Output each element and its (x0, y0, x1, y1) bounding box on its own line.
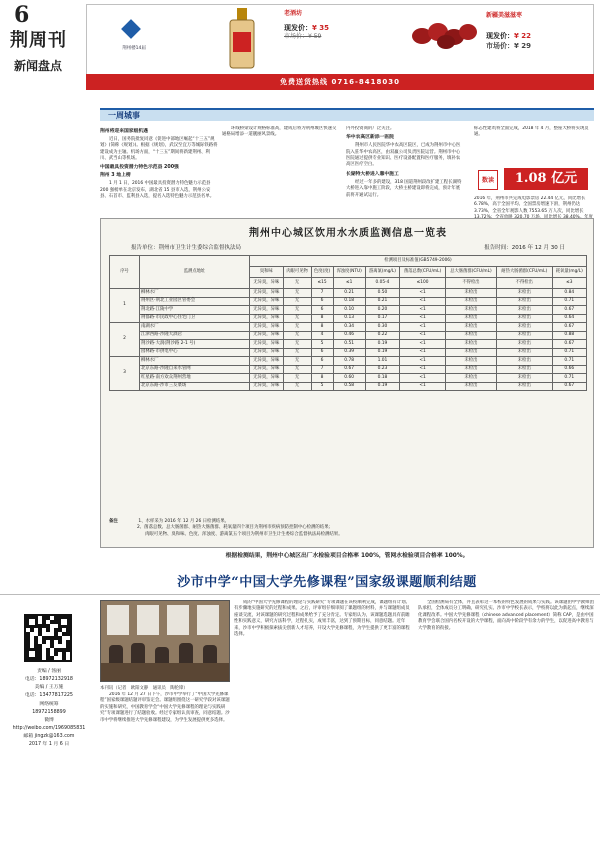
credit-line: 美编 / 王万施 (34, 685, 64, 691)
water-quality-table (109, 255, 587, 391)
standard-value: 无异臭，异味 (250, 278, 284, 289)
table-title: 荆州中心城区饮用水水质监测信息一览表 (249, 228, 447, 239)
table-cell: 6 (311, 348, 333, 357)
credit-line: 责编 / 汤丽 (37, 669, 61, 674)
table-cell: 0.71 (552, 374, 586, 383)
table-cell: 无异臭，异味 (250, 297, 284, 306)
article-column-3: 全国检测局有全体，并且表彰这一本校的特色发展的成果与实践。该课题由中学教师团队承担，全体成员分工明确，研究扎实。沙市中学校长表示，学校将以此为新起点，继续深化课程改革。中国大学先修课程（chinese advanced placement）简称 CAP，是由中国教育学会联合国内名校开设的大学课程，面向高中阶段学有余力的学生，以促进高中教育与大学教育的衔接。 (418, 600, 594, 631)
table-cell: 未检出 (446, 306, 497, 315)
table-cell: <1 (400, 323, 446, 332)
table-cell: 0.18 (333, 297, 365, 306)
table-cell: 未检出 (446, 297, 497, 306)
col-header: 色度(度) (311, 267, 333, 278)
site-address: 柳林水厂 (140, 289, 250, 298)
table-cell: 未检出 (446, 382, 497, 391)
table-cell: 未检出 (446, 348, 497, 357)
table-notes (109, 519, 587, 538)
section-title: 新闻盘点 (14, 59, 63, 73)
table-cell: 未检出 (496, 297, 552, 306)
article-body: 近日，国务院批复同意《促进中部地区崛起“十三五”规划》(简称《规划》)。根据《规划》，武汉至宜万等城际铁路将建设成为主轴。机场方面，“十三五”期间将新建荆州、利川、武当山等机场。 (100, 136, 218, 162)
table-cell: 6 (311, 306, 333, 315)
news-column-4 (474, 126, 592, 166)
table-cell: 8 (311, 374, 333, 383)
credit-line: 邮箱 jingzk@163.com (23, 734, 75, 740)
article-subtitle: 荆州 3 地上榜 (100, 173, 131, 179)
table-cell: 无 (283, 348, 311, 357)
table-cell: 0.67 (552, 382, 586, 391)
group-number: 1 (110, 289, 140, 323)
table-cell: 无异臭，异味 (250, 314, 284, 323)
article-title: 长湖特大桥进入靠中施工 (346, 171, 399, 177)
table-cell: 未检出 (446, 374, 497, 383)
table-row (110, 289, 587, 298)
table-cell: 1.01 (365, 357, 399, 366)
table-cell: 未检出 (496, 306, 552, 315)
table-cell: <1 (400, 382, 446, 391)
table-cell: 未检出 (446, 340, 497, 349)
table-row (110, 340, 587, 349)
table-cell: 无异臭，异味 (250, 289, 284, 298)
article-body: 内外投资商的广泛关注。 (346, 126, 395, 131)
ad-product2-price: ¥ 22 (514, 31, 532, 40)
article-body: 环线桥梁设计规格标准高，建成后将为荆州城区快速交通格局增添一道靓丽风景线。 (222, 126, 337, 138)
ad-product1-price: ¥ 35 (312, 23, 330, 32)
ad-product1-name: 老酒坊 (284, 10, 303, 17)
table-cell: 0.30 (365, 323, 399, 332)
table-cell: 0.67 (552, 323, 586, 332)
table-cell: 未检出 (496, 365, 552, 374)
ad-hotline: 免费送货热线 0716-8418030 (86, 74, 594, 90)
news-column-2 (222, 126, 340, 216)
standard-value: ≤100 (400, 278, 446, 289)
photo-caption: 本刊讯（记者 欧阳文静 通讯员 陶伦锋） (100, 686, 188, 691)
table-row (110, 348, 587, 357)
table-cell: 0.71 (552, 357, 586, 366)
table-cell: 无 (283, 289, 311, 298)
table-cell: 无异臭，异味 (250, 323, 284, 332)
divider (0, 594, 600, 595)
article-column-1: 2016 年 12 月 27 日下午，沙市中学举行了“中国大学先修课程”国家级课题结题评审鉴定会。课题组围绕这一研究学段对该课题的实施和研究，中国教育学会“中国大学先修课程的理论与实践研究”专项课题进行了结题验收。经过专家组认真审查，同意结题。沙市中学将继续推进大学先修课程建设，为学生发展提供更多选择。 (100, 692, 230, 723)
credit-line: 电话：13477817225 (25, 693, 73, 699)
data-read-box (474, 168, 594, 192)
table-cell: 无异臭，异味 (250, 374, 284, 383)
credit-line: 电话：18972132918 (25, 677, 73, 683)
liquor-bottle-image (222, 6, 262, 70)
table-row (110, 323, 587, 332)
article-title: 中国最具投资潜力特色示范县 200强 (100, 165, 179, 171)
table-cell: <1 (400, 374, 446, 383)
table-cell: 0.34 (333, 323, 365, 332)
table-cell: 0.13 (333, 314, 365, 323)
table-cell: 0.19 (365, 340, 399, 349)
col-header: 臭和味 (250, 267, 284, 278)
credit-line: 微博 (44, 717, 54, 723)
dates-image (410, 10, 480, 50)
col-header: 肉眼可见物 (283, 267, 311, 278)
article-body: 1 月 1 日，2016 中国最具投资潜力特色魅力示范县 200 强榜单在北京发布，湖北省 15 县市入选，荆州公安县、石首市、监利县入选，提名入选特色魅力示范县名单。 (100, 181, 215, 200)
table-cell: 0.71 (552, 297, 586, 306)
site-address: 荆都路·市民政中心住宅门卫 (140, 314, 250, 323)
ad-product2-market-label: 市场价： (486, 41, 514, 50)
table-cell: 4 (311, 331, 333, 340)
table-cell: 0.19 (365, 348, 399, 357)
table-cell: 无 (283, 340, 311, 349)
table-cell: 未检出 (496, 382, 552, 391)
standard-value: 不得检出 (496, 278, 552, 289)
table-cell: 未检出 (496, 340, 552, 349)
article-body: 经过一年多的建设，318 国道荆州段改扩建工程长湖特大桥进入靠中施工阶段，大桥主桥建设即将完成，预计年底前将开通试运行。 (346, 179, 462, 198)
table-cell: 无异臭，异味 (250, 306, 284, 315)
table-row (110, 297, 587, 306)
table-cell: <1 (400, 314, 446, 323)
site-address: 荆北路·江陵中学 (140, 306, 250, 315)
group-header: 检测项目及标准值(GB5749-2006) (250, 256, 587, 267)
table-cell: 0.17 (365, 314, 399, 323)
masthead-brand: 荆周刊 (10, 30, 67, 51)
article-title: 华中农高区新添一医院 (346, 135, 394, 141)
table-cell: 0.50 (365, 289, 399, 298)
table-cell: 无异臭，异味 (250, 365, 284, 374)
table-cell: 无异臭，异味 (250, 348, 284, 357)
table-cell: 0.10 (333, 306, 365, 315)
table-cell: 无异臭，异味 (250, 382, 284, 391)
table-cell: 0.66 (552, 365, 586, 374)
table-cell: 0.78 (333, 357, 365, 366)
table-cell: 0.58 (333, 382, 365, 391)
col-header: 菌落总数(CFU/mL) (400, 267, 446, 278)
table-cell: 8 (311, 314, 333, 323)
table-cell: 0.60 (333, 374, 365, 383)
table-cell: <1 (400, 348, 446, 357)
table-cell: 0.67 (552, 306, 586, 315)
meeting-photo (100, 600, 230, 682)
data-read-text: 2016 年，荆州市共完成电影票房 22.44 亿元，同比增长 6.78%，高于全国平均。全国票房增速下滑，荆州仍达 3.73%，全省全年观影人数 7553.65 万人次，同比增长 (474, 196, 586, 214)
table-cell: 未检出 (446, 365, 497, 374)
note-1: 1、水样采为 2016 年 12 月 26 日检测结果。 (138, 519, 230, 524)
table-cell: 0.67 (552, 340, 586, 349)
standard-value: 不得检出 (446, 278, 497, 289)
table-cell: 无 (283, 382, 311, 391)
ad-product2-price-label: 现发价： (486, 31, 514, 40)
ad-product-2 (486, 12, 586, 72)
table-cell: 无 (283, 331, 311, 340)
table-cell: 未检出 (496, 323, 552, 332)
table-cell: 0.39 (333, 348, 365, 357)
site-address: 北京东路·沙市三友菜场 (140, 382, 250, 391)
site-address: 北京东路·沙隆自来水管网 (140, 365, 250, 374)
table-cell: <1 (400, 357, 446, 366)
credit-line: 18972158899 (32, 709, 66, 715)
headline: 沙市中学“中国大学先修课程”国家级课题顺利结题 (177, 575, 477, 590)
table-row (110, 357, 587, 366)
table-row (110, 314, 587, 323)
site-address: 柳林水厂 (140, 357, 250, 366)
qr-code-icon (24, 614, 72, 662)
ad-product2-name: 新疆美滋滋枣 (486, 12, 523, 19)
group-number: 3 (110, 357, 140, 391)
notes-label: 备注 (109, 519, 118, 524)
table-cell: 7 (311, 289, 333, 298)
water-quality-panel (100, 218, 594, 548)
table-cell: 无 (283, 357, 311, 366)
table-cell: <1 (400, 297, 446, 306)
standard-value: ≤15 (311, 278, 333, 289)
news-column-3 (346, 126, 464, 216)
table-cell: <1 (400, 365, 446, 374)
table-cell: 0.46 (333, 331, 365, 340)
col-header: 浑浊度(NTU) (333, 267, 365, 278)
table-cell: 无 (283, 314, 311, 323)
table-cell: 无 (283, 297, 311, 306)
table-cell: 0.88 (552, 331, 586, 340)
table-cell: 6 (311, 297, 333, 306)
site-address: 荆州区·荆北工业园区管委会 (140, 297, 250, 306)
table-cell: 0.51 (333, 340, 365, 349)
table-cell: 未检出 (496, 374, 552, 383)
table-cell: 0.64 (552, 314, 586, 323)
table-cell: 未检出 (496, 331, 552, 340)
table-cell: 0.20 (365, 306, 399, 315)
table-cell: 未检出 (496, 289, 552, 298)
ad-logo (94, 10, 164, 70)
table-cell: <1 (400, 340, 446, 349)
table-cell: 无异臭，异味 (250, 331, 284, 340)
site-address: 红星路·南方欢众荆州营地 (140, 374, 250, 383)
ad-product1-market-label: 市场价： (284, 32, 309, 40)
note-3: 肉眼可见物、臭和味、色度、浑浊度、游离氯五个项目为荆州市卫生计生委综合监督执法局检测结果。 (145, 531, 343, 537)
table-row (110, 331, 587, 340)
table-report-time: 报告时间：2016 年 12 月 30 日 (484, 245, 565, 251)
table-row (110, 306, 587, 315)
table-cell: 7 (311, 365, 333, 374)
col-header: 总大肠菌群(CFU/mL) (446, 267, 497, 278)
table-cell: 0.67 (333, 365, 365, 374)
group-number: 2 (110, 323, 140, 357)
table-cell: 0.22 (365, 331, 399, 340)
ad-product-1 (284, 10, 384, 70)
article-body: 荆州市人民医院华中农高区院区，已成为荆州市中心医院入驻华中农高区，由双赢公司负责医院运营。荆州市中心医院通过提供专业知识、医疗设备配置和医疗服务，填补农高区医疗空白。 (346, 143, 461, 168)
table-footer: 根据检测结果，荆州中心城区出厂水检验项目合格率 100%，管网水检验项目合格率 100%。 (225, 553, 469, 559)
article-body: 标志性建筑将全面完成，2018 年 4 月，整座大桥将实现贯通。 (474, 126, 589, 138)
table-cell: 6 (311, 357, 333, 366)
table-cell: 未检出 (446, 323, 497, 332)
col-header: 序号 (110, 256, 140, 289)
table-cell: <1 (400, 289, 446, 298)
table-cell: 未检出 (446, 314, 497, 323)
col-header: 监测点地址 (140, 256, 250, 289)
credits (8, 668, 90, 749)
note-2: 2、菌落总数、总大肠菌群、耐热大肠菌群、耗氧量四个项目为荆州市疾病预防控制中心检测的结果； (137, 525, 333, 531)
data-label: 数读 (478, 170, 498, 190)
section-bar: 一周城事 (100, 108, 594, 121)
col-header: 耐热大肠菌群(CFU/mL) (496, 267, 552, 278)
col-header: 耗氧量(mg/L) (552, 267, 586, 278)
table-cell: 未检出 (496, 357, 552, 366)
article-title: 荆州将迎来国家级机遇 (100, 129, 148, 134)
site-address: 荆沙路·大润(荆沙路 2-1 号) (140, 340, 250, 349)
table-cell: 8 (311, 323, 333, 332)
ad-logo-caption: 荆州楼14届 (122, 46, 146, 51)
standard-value: ≤3 (552, 278, 586, 289)
table-cell: <1 (400, 306, 446, 315)
col-header: 游离氯(mg/L) (365, 267, 399, 278)
site-address: 江津西路·沙隆大酒店 (140, 331, 250, 340)
table-cell: 0.21 (365, 297, 399, 306)
table-row (110, 365, 587, 374)
table-cell: 未检出 (446, 289, 497, 298)
data-big-number: 1.08 亿元 (504, 168, 588, 190)
table-cell: 0.21 (333, 289, 365, 298)
table-cell: 未检出 (496, 314, 552, 323)
article-column-2: 成的“中国大学先修课程的理论与实践研究”专项课题在该校顺利完成，课题组有计划、有步骤地实施研究的过程和成果。之后，评审组仔细审阅了课题组的材料，并与课题组成员座谈交流，对该课题的研究过程和成果给予了充分肯定。专家组认为，该课题选题具有前瞻性和实践意义，研究方法科学，过程扎实，成果丰富，达到了预期目标，同意结题。近年来，沙市中学积极探索拔尖创新人才培养，开设大学先修课程，为学生提供了更丰富的课程选择。 (234, 600, 411, 637)
table-cell: 5 (311, 340, 333, 349)
table-cell: 0.84 (552, 289, 586, 298)
credit-line: 网络统筹 (39, 701, 59, 707)
credit-line: http://weibo.com/1969085831 (12, 725, 86, 731)
table-cell: 5 (311, 382, 333, 391)
table-reporter: 报告单位：荆州市卫生计生委综合监督执法局 (131, 245, 242, 251)
site-address: 园林路·市供电中心 (140, 348, 250, 357)
table-cell: 无异臭，异味 (250, 357, 284, 366)
table-cell: 无 (283, 306, 311, 315)
site-address: 南湖水厂 (140, 323, 250, 332)
table-cell: 无异臭，异味 (250, 340, 284, 349)
ad-product2-market: ¥ 29 (514, 41, 532, 50)
table-row (110, 382, 587, 391)
table-row (110, 374, 587, 383)
credit-line: 2017 年 1 月 6 日 (28, 742, 70, 748)
ad-product1-price-label: 现发价： (284, 23, 312, 32)
table-cell: <1 (400, 331, 446, 340)
table-cell: 0.19 (365, 382, 399, 391)
table-cell: 0.23 (365, 365, 399, 374)
table-cell: 未检出 (446, 357, 497, 366)
standard-value: 0.05-4 (365, 278, 399, 289)
table-cell: 0.18 (365, 374, 399, 383)
table-cell: 未检出 (446, 331, 497, 340)
table-cell: 无 (283, 323, 311, 332)
ad-product1-market: ¥ 59 (308, 32, 322, 40)
table-cell: 无 (283, 365, 311, 374)
table-cell: 无 (283, 374, 311, 383)
page-number: 6 (14, 2, 30, 28)
table-cell: 未检出 (496, 348, 552, 357)
standard-value: 无 (283, 278, 311, 289)
table-cell: 0.71 (552, 348, 586, 357)
standard-value: ≤1 (333, 278, 365, 289)
news-column-1 (100, 126, 218, 216)
